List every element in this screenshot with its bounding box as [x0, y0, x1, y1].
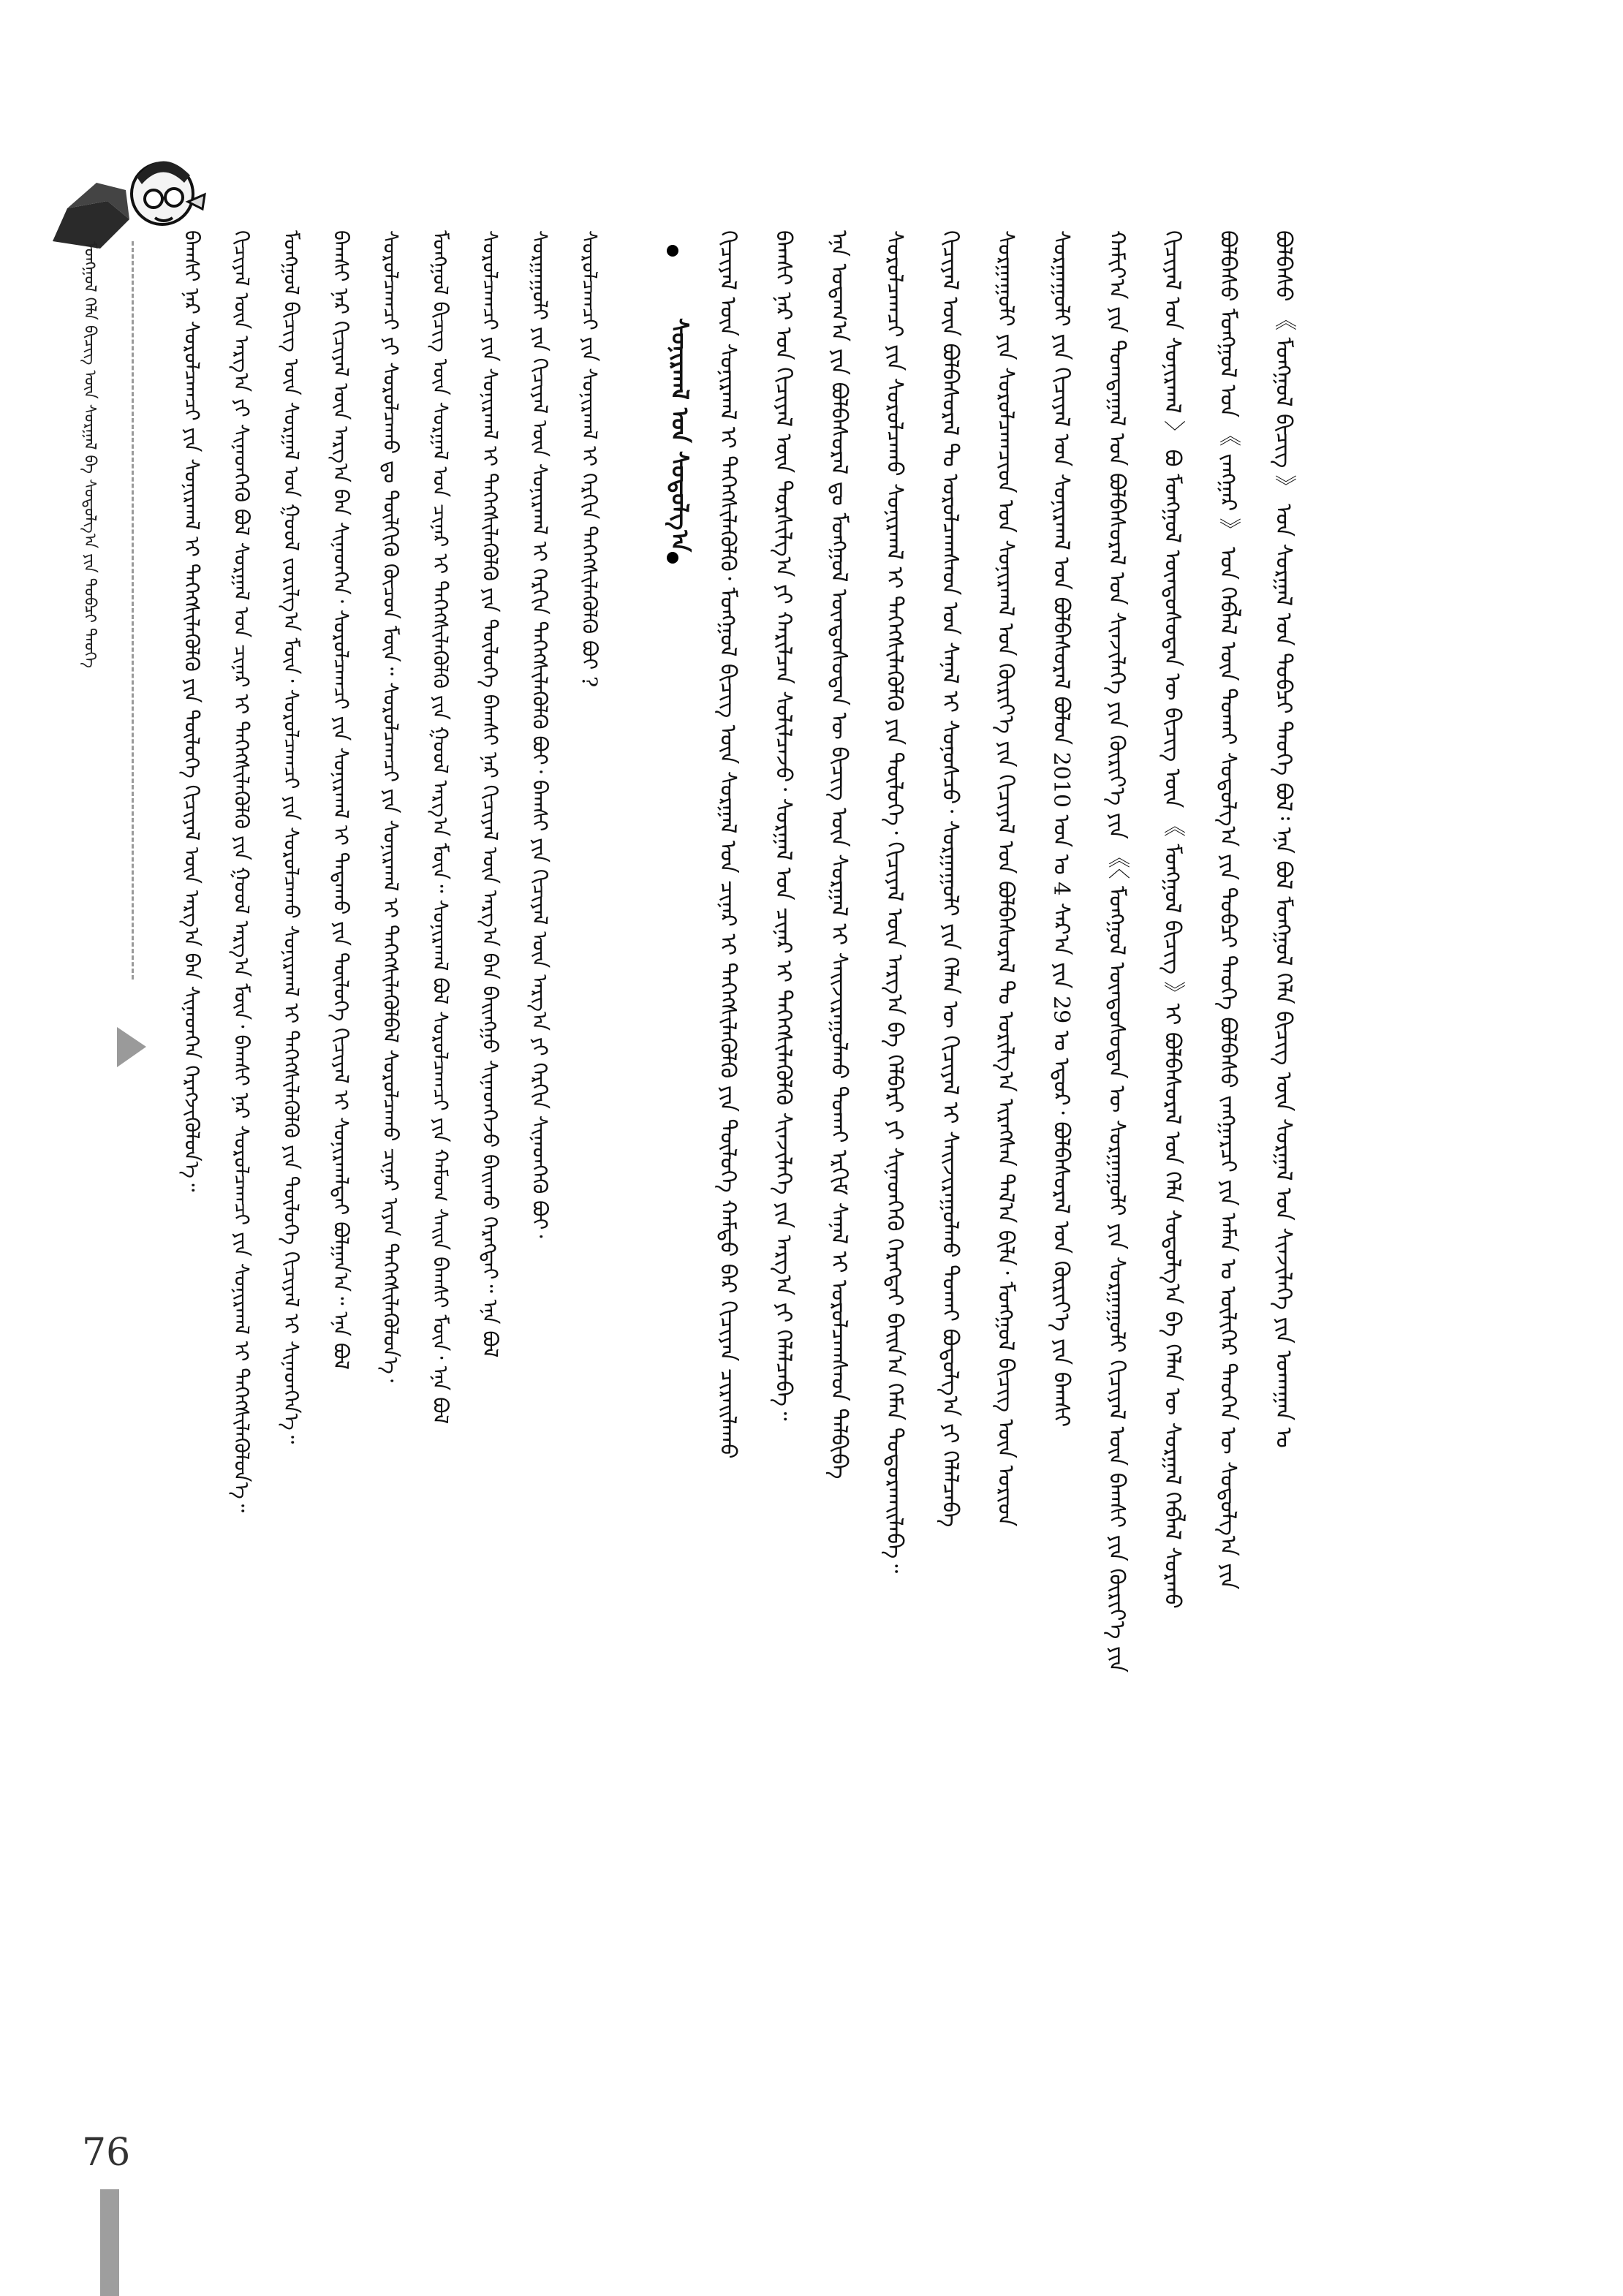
text-column: ᠬᠠᠮᠢᠶ᠎ᠠ ᠶᠢᠨ ᠲᠣᠭᠲᠠᠭᠠᠯ ᠤᠨ ᠪᠣᠯᠪᠠᠰᠤᠷᠠᠯ ᠤᠨ ᠰᠢᠨᠵᠢᠯᠡᠭᠡ ᠶᠢᠨ ᠬᠦᠷᠢᠶ᠎ᠡ ᠶᠢᠨ 《〈 ᠮᠣᠩᠭᠣᠯ ᠦᠨᠳᠦᠰᠦᠲᠡᠨ ᠦ ᠰᠤᠷᠭᠠᠭᠤᠯᠢ ᠶᠢᠨ ᠰᠤᠷᠭᠠᠭᠤᠯᠢ ᠬᠢᠴᠢᠶᠡᠯ ᠦᠨ ᠪᠠᠭᠰᠢ ᠶᠢᠨ ᠬᠦᠷᠢᠶ᠎ᠡ ᠶᠢᠨ	[1104, 230, 1130, 1673]
text-column: ᠬᠢᠴᠢᠶᠡᠯ ᠦᠨ ᠠᠷᠭ᠎ᠠ ᠶᠢ ᠰᠢᠨᠡᠳᠬᠡᠬᠦ ᠪᠣᠯ ᠰᠤᠷᠭᠠᠯ ᠤᠨ ᠴᠢᠨᠠᠷ ᠢ ᠳᠡᠭᠡᠭᠰᠢᠯᠡᠭᠦᠯᠬᠦ ᠶᠢᠨ ᠭᠣᠣᠯ ᠠᠷᠭ᠎ᠠ ᠮᠥᠨ᠂ ᠪᠠᠭᠰᠢ ᠨᠠᠷ ᠰᠤᠷᠤᠯᠴᠠᠭᠴᠢ ᠶᠢᠨ ᠰᠣᠨᠢᠷᠬᠠᠯ ᠢ ᠳᠡᠭᠡᠭᠰᠢᠯᠡᠭᠦᠯᠦᠨ᠎ᠡ᠃	[230, 230, 254, 1513]
text-column: ᠪᠠᠭᠰᠢ ᠨᠠᠷ ᠤᠨ ᠬᠢᠴᠢᠶᠡᠯ ᠦᠨ ᠲᠤᠷᠰᠢᠯᠭ᠎ᠠ ᠶᠢ ᠬᠠᠷᠢᠯᠴᠠᠨ ᠰᠣᠯᠢᠯᠴᠠᠵᠤ᠂ ᠰᠤᠷᠭᠠᠯ ᠤᠨ ᠴᠢᠨᠠᠷ ᠢ ᠳᠡᠭᠡᠭᠰᠢᠯᠡᠭᠦᠯᠬᠦ ᠰᠢᠨᠵᠢᠯᠡᠭᠡ ᠶᠢᠨ ᠠᠷᠭ᠎ᠠ ᠶᠢ ᠬᠡᠯᠡᠯᠴᠡᠪᠡ᠃	[771, 230, 796, 1421]
text-column: ᠰᠤᠷᠭᠠᠭᠤᠯᠢ ᠶᠢᠨ ᠰᠤᠷᠤᠯᠴᠠᠭᠴᠢᠳ ᠤᠨ ᠰᠣᠨᠢᠷᠬᠠᠯ ᠤᠨ ᠬᠦᠷᠢᠶ᠎ᠡ ᠶᠢᠨ ᠬᠢᠴᠢᠶᠡᠯ ᠤᠨ ᠪᠣᠯᠪᠠᠰᠤᠷᠠᠯ ᠲᠤ ᠤᠷᠢᠯᠭ᠎ᠠ ᠢᠷᠡᠭᠰᠡᠨ ᠲᠠᠯ᠎ᠠ ᠪᠢᠯᠡ᠂ ᠮᠣᠩᠭᠣᠯ ᠪᠢᠴᠢᠭ᠌ ᠦᠨ ᠤᠷᠢᠳ	[993, 230, 1018, 1527]
section-heading: ᠰᠣᠨᠢᠷᠬᠠᠯ ᠤᠨ ᠰᠤᠳᠤᠯᠭ᠎ᠠ	[666, 318, 694, 553]
bullet-dot-icon	[667, 552, 678, 564]
text-column: ᠪᠠᠭᠰᠢ ᠨᠠᠷ ᠰᠤᠷᠤᠯᠴᠠᠭᠴᠢ ᠶᠢᠨ ᠰᠣᠨᠢᠷᠬᠠᠯ ᠢ ᠳᠡᠭᠡᠭᠰᠢᠯᠡᠭᠦᠯᠬᠦ ᠶᠢᠨ ᠲᠦᠯᠦᠭᠡ ᠬᠢᠴᠢᠶᠡᠯ ᠦᠨ ᠠᠷᠭ᠎ᠠ ᠪᠠᠨ ᠰᠢᠨᠡᠳᠬᠡᠨ ᠬᠡᠷᠡᠭᠵᠢᠭᠦᠯᠦᠨ᠎ᠡ᠃	[180, 230, 204, 1192]
triangle-right-icon	[117, 1027, 146, 1067]
text-column: ᠪᠣᠯᠪᠠᠰᠤ ᠮᠣᠩᠭᠣᠯ ᠤᠨ 《 ᠵᠠᠩᠭᠠᠷ 》 ᠤᠨ ᠬᠡᠪᠯᠡᠯ ᠦᠨ ᠲᠤᠬᠠᠢ ᠰᠤᠳᠤᠯᠭ᠎ᠠ ᠶᠢᠨ ᠲᠣᠪᠴᠢ ᠲᠡᠦᠬᠡ ᠪᠣᠯᠪᠠᠰᠤ ᠵᠠᠩᠭᠠᠷᠴᠢ ᠶᠢᠨ ᠠᠮᠠᠨ ᠤ ᠦᠯᠢᠭᠡᠷ ᠲᠡᠦᠬᠡᠨ ᠦ ᠰᠤᠳᠤᠯᠭ᠎ᠠ ᠶᠢᠨ	[1215, 230, 1241, 1590]
page-number: 76	[82, 2131, 131, 2175]
text-column: ᠰᠤᠷᠤᠯᠴᠠᠭᠴᠢ ᠶᠢᠨ ᠰᠣᠨᠢᠷᠬᠠᠯ ᠢ ᠬᠡᠷᠬᠢᠨ ᠳᠡᠭᠡᠭᠰᠢᠯᠡᠭᠦᠯᠬᠦ ᠪᠣᠢ ?	[578, 230, 602, 688]
text-column: ᠮᠣᠩᠭᠣᠯ ᠪᠢᠴᠢᠭ᠌ ᠦᠨ ᠰᠤᠷᠭᠠᠯ ᠤᠨ ᠴᠢᠨᠠᠷ ᠢ ᠳᠡᠭᠡᠭᠰᠢᠯᠡᠭᠦᠯᠬᠦ ᠶᠢᠨ ᠭᠣᠣᠯ ᠠᠷᠭ᠎ᠠ ᠮᠥᠨ᠃ ᠰᠣᠨᠢᠷᠬᠠᠯ ᠪᠣᠯ ᠰᠤᠷᠤᠯᠴᠠᠭᠴᠢ ᠶᠢᠨ ᠬᠠᠮᠤᠭ ᠰᠠᠢᠨ ᠪᠠᠭᠰᠢ ᠮᠥᠨ᠂ ᠡᠨᠡ ᠪᠣᠯ	[428, 230, 453, 1425]
text-column: ᠡᠨᠡ ᠤᠳᠠᠭ᠎ᠠ ᠶᠢᠨ ᠪᠣᠯᠪᠠᠰᠤᠷᠠᠯ ᠳᠤ ᠮᠣᠩᠭᠣᠯ ᠦᠨᠳᠦᠰᠦᠲᠡᠨ ᠦ ᠪᠢᠴᠢᠭ᠌ ᠦᠨ ᠰᠤᠷᠭᠠᠯ ᠢ ᠰᠠᠢᠵᠢᠷᠠᠭᠤᠯᠬᠤ ᠲᠤᠬᠠᠢ ᠡᠷᠬᠢᠮ ᠰᠠᠨᠠᠯ ᠢ ᠣᠷᠣᠯᠴᠠᠭᠰᠠᠳ ᠲᠠᠯᠪᠢᠪᠠ	[826, 230, 852, 1479]
text-column: ᠮᠣᠩᠭᠣᠯ ᠪᠢᠴᠢᠭ᠌ ᠦᠨ ᠰᠤᠷᠭᠠᠯ ᠤᠨ ᠭᠣᠣᠯ ᠵᠣᠷᠢᠯᠭ᠎ᠠ ᠮᠥᠨ᠂ ᠰᠤᠷᠤᠯᠴᠠᠭᠴᠢ ᠶᠢᠨ ᠰᠤᠷᠤᠯᠴᠠᠬᠤ ᠰᠣᠨᠢᠷᠬᠠᠯ ᠢ ᠳᠡᠭᠡᠭᠰᠢᠯᠡᠭᠦᠯᠬᠦ ᠶᠢᠨ ᠲᠦᠯᠦᠭᠡ ᠬᠢᠴᠢᠶᠡᠯ ᠢ ᠰᠢᠨᠡᠳᠬᠡᠨ᠎ᠡ᠃	[279, 230, 303, 1444]
text-column: ᠰᠤᠷᠤᠯᠴᠠᠭᠴᠢ ᠶᠢ ᠰᠤᠷᠤᠯᠴᠠᠬᠤ ᠳᠤ ᠲᠦᠯᠬᠢᠬᠦ ᠬᠦᠴᠦᠨ ᠮᠥᠨ᠃ ᠰᠤᠷᠤᠯᠴᠠᠭᠴᠢ ᠶᠢᠨ ᠰᠣᠨᠢᠷᠬᠠᠯ ᠢ ᠳᠡᠭᠡᠭᠰᠢᠯᠡᠭᠦᠯᠪᠡᠯ ᠰᠤᠷᠤᠯᠴᠠᠬᠤ ᠴᠢᠨᠠᠷ ᠢᠶᠠᠨ ᠳᠡᠭᠡᠭᠰᠢᠯᠡᠭᠦᠯᠦᠨ᠎ᠡ᠂	[379, 230, 403, 1383]
text-column: ᠬᠢᠴᠢᠶᠡᠯ ᠤᠨ ᠰᠣᠨᠢᠷᠬᠠᠯ 〉 ᠪᠣ ᠮᠣᠩᠭᠣᠯ ᠦᠨᠳᠦᠰᠦᠲᠡᠨ ᠦ ᠪᠢᠴᠢᠭ᠌ ᠦᠨ 《 ᠮᠣᠩᠭᠣᠯ ᠪᠢᠴᠢᠭ᠌ 》ᠢ ᠪᠣᠯᠪᠠᠰᠤᠷᠠᠯ ᠤᠨ ᠬᠡᠯᠡ ᠰᠤᠳᠤᠯᠭ᠎ᠠ ᠪᠠ ᠬᠡᠯᠡᠨ ᠦ ᠰᠤᠷᠭᠠᠯ ᠬᠡᠪᠯᠡᠯ ᠰᠤᠷᠬᠤ	[1159, 230, 1185, 1609]
text-column: ᠪᠣᠯᠪᠠᠰᠤ 《 ᠮᠣᠩᠭᠣᠯ ᠪᠢᠴᠢᠭ᠌ 》 ᠤᠨ ᠰᠤᠷᠭᠠᠯ ᠤᠨ ᠲᠣᠪᠴᠢ ᠲᠡᠦᠬᠡ ᠪᠣᠯ᠄ ᠡᠨᠡ ᠪᠣᠯ ᠮᠣᠩᠭᠣᠯ ᠬᠡᠯᠡ ᠪᠢᠴᠢᠭ᠌ ᠦᠨ ᠰᠤᠷᠭᠠᠯ ᠤᠨ ᠰᠢᠨᠵᠢᠯᠡᠭᠡ ᠶᠢᠨ ᠤᠬᠠᠭᠠᠨ ᠤ	[1271, 230, 1296, 1448]
text-column: ᠰᠤᠷᠤᠯᠴᠠᠭᠴᠢ ᠶᠢᠨ ᠰᠤᠷᠤᠯᠴᠠᠬᠤ ᠰᠣᠨᠢᠷᠬᠠᠯ ᠢ ᠳᠡᠭᠡᠭᠰᠢᠯᠡᠭᠦᠯᠬᠦ ᠶᠢᠨ ᠲᠦᠯᠦᠭᠡ᠂ ᠬᠢᠴᠢᠶᠡᠯ ᠦᠨ ᠠᠷᠭ᠎ᠠ ᠪᠠ ᠬᠡᠯᠪᠡᠷᠢ ᠶᠢ ᠰᠢᠨᠡᠳᠬᠡᠬᠦ ᠬᠡᠷᠡᠭᠲᠡᠢ ᠪᠠᠢᠨ᠎ᠠ ᠬᠡᠮᠡᠨ ᠲᠣᠳᠣᠷᠬᠠᠢᠯᠠᠪᠠ᠃	[882, 230, 907, 1574]
running-title: ᠮᠣᠩᠭᠣᠯ ᠬᠡᠯᠡ ᠪᠢᠴᠢᠭ᠌ ᠦᠨ ᠰᠤᠷᠭᠠᠯ ᠪᠠ ᠰᠤᠳᠤᠯᠭ᠎ᠠ ᠶᠢᠨ ᠲᠣᠪᠴᠢ ᠲᠡᠦᠬᠡ	[80, 241, 99, 669]
text-column: ᠰᠤᠷᠭᠠᠭᠤᠯᠢ ᠶᠢᠨ ᠬᠢᠴᠢᠶᠡᠯ ᠤᠨ ᠰᠣᠨᠢᠷᠬᠠᠯ ᠤᠨ ᠪᠣᠯᠪᠠᠰᠤᠷᠠᠯ ᠪᠣᠯᠤᠨ 2010 ᠣᠨ ᠤ 4 ᠰᠠᠷ᠎ᠠ ᠶᠢᠨ 29 ᠤ ᠡᠳᠦᠷ᠂ ᠪᠣᠯᠪᠠᠰᠤᠷᠠᠯ ᠤᠨ ᠬᠦᠷᠢᠶ᠎ᠡ ᠶᠢᠨ ᠪᠠᠭᠰᠢ	[1048, 230, 1074, 1428]
page-edge-bar	[100, 2189, 119, 2296]
text-column: ᠬᠢᠴᠢᠶᠡᠯ ᠦᠨ ᠪᠣᠯᠪᠠᠰᠤᠷᠠᠯ ᠲᠤ ᠣᠷᠣᠯᠴᠠᠭᠰᠠᠳ ᠤᠨ ᠰᠠᠨᠠᠯ ᠢ ᠰᠣᠨᠣᠰᠴᠤ᠂ ᠰᠤᠷᠭᠠᠭᠤᠯᠢ ᠶᠢᠨ ᠬᠡᠯᠡᠨ ᠦ ᠬᠢᠴᠢᠶᠡᠯ ᠢ ᠰᠠᠢᠵᠢᠷᠠᠭᠤᠯᠬᠤ ᠲᠤᠬᠠᠢ ᠪᠣᠳᠤᠯᠭ᠎ᠠ ᠶᠢ ᠬᠡᠯᠡᠯᠴᠡᠪᠡ	[937, 230, 963, 1528]
text-column: ᠬᠢᠴᠢᠶᠡᠯ ᠦᠨ ᠰᠣᠨᠢᠷᠬᠠᠯ ᠢ ᠳᠡᠭᠡᠭᠰᠢᠯᠡᠭᠦᠯᠬᠦ᠂ ᠮᠣᠩᠭᠣᠯ ᠪᠢᠴᠢᠭ᠌ ᠦᠨ ᠰᠤᠷᠭᠠᠯ ᠤᠨ ᠴᠢᠨᠠᠷ ᠢ ᠳᠡᠭᠡᠭᠰᠢᠯᠡᠭᠦᠯᠬᠦ ᠶᠢᠨ ᠲᠦᠯᠦᠭᠡ ᠬᠠᠮᠲᠤ ᠪᠠᠷ ᠬᠢᠴᠢᠶᠡᠨ ᠴᠢᠷᠠᠢᠯᠠᠬᠤ	[715, 230, 741, 1459]
header-divider	[132, 241, 134, 980]
text-column: ᠰᠤᠷᠤᠯᠴᠠᠭᠴᠢ ᠶᠢᠨ ᠰᠣᠨᠢᠷᠬᠠᠯ ᠢ ᠳᠡᠭᠡᠭᠰᠢᠯᠡᠭᠦᠯᠬᠦ ᠶᠢᠨ ᠲᠦᠯᠦᠭᠡ ᠪᠠᠭᠰᠢ ᠨᠠᠷ ᠬᠢᠴᠢᠶᠡᠯ ᠦᠨ ᠠᠷᠭ᠎ᠠ ᠪᠠᠨ ᠪᠠᠢᠩᠭᠤ ᠰᠢᠨᠡᠳᠬᠡᠵᠦ ᠪᠠᠢᠬᠤ ᠬᠡᠷᠡᠭᠲᠡᠢ᠃ ᠡᠨᠡ ᠪᠣᠯ	[478, 230, 502, 1358]
bullet-dot-icon	[667, 245, 678, 257]
text-column: ᠪᠠᠭᠰᠢ ᠨᠠᠷ ᠬᠢᠴᠢᠶᠡᠯ ᠦᠨ ᠠᠷᠭ᠎ᠠ ᠪᠠᠨ ᠰᠢᠨᠡᠳᠬᠡᠨ᠂ ᠰᠤᠷᠤᠯᠴᠠᠭᠴᠢ ᠶᠢᠨ ᠰᠣᠨᠢᠷᠬᠠᠯ ᠢ ᠲᠠᠲᠠᠬᠤ ᠶᠢᠨ ᠲᠥᠯᠥᠭᠡ ᠬᠢᠴᠢᠶᠡᠯ ᠢ ᠰᠣᠨᠢᠷᠬᠠᠯᠲᠠᠢ ᠪᠣᠯᠭᠠᠨ᠎ᠠ᠃ ᠡᠨᠡ ᠪᠣᠯ	[329, 230, 353, 1370]
text-column: ᠰᠤᠷᠭᠠᠭᠤᠯᠢ ᠶᠢᠨ ᠬᠢᠴᠢᠶᠡᠯ ᠦᠨ ᠰᠣᠨᠢᠷᠬᠠᠯ ᠢ ᠬᠡᠷᠬᠢᠨ ᠳᠡᠭᠡᠭᠰᠢᠯᠡᠭᠦᠯᠬᠦ ᠪᠣᠢ᠂ ᠪᠠᠭᠰᠢ ᠶᠢᠨ ᠬᠢᠴᠢᠶᠡᠯ ᠦᠨ ᠠᠷᠭ᠎ᠠ ᠶᠢ ᠬᠡᠷᠬᠢᠨ ᠰᠢᠨᠡᠳᠬᠡᠬᠦ ᠪᠣᠢ᠂	[528, 230, 552, 1238]
